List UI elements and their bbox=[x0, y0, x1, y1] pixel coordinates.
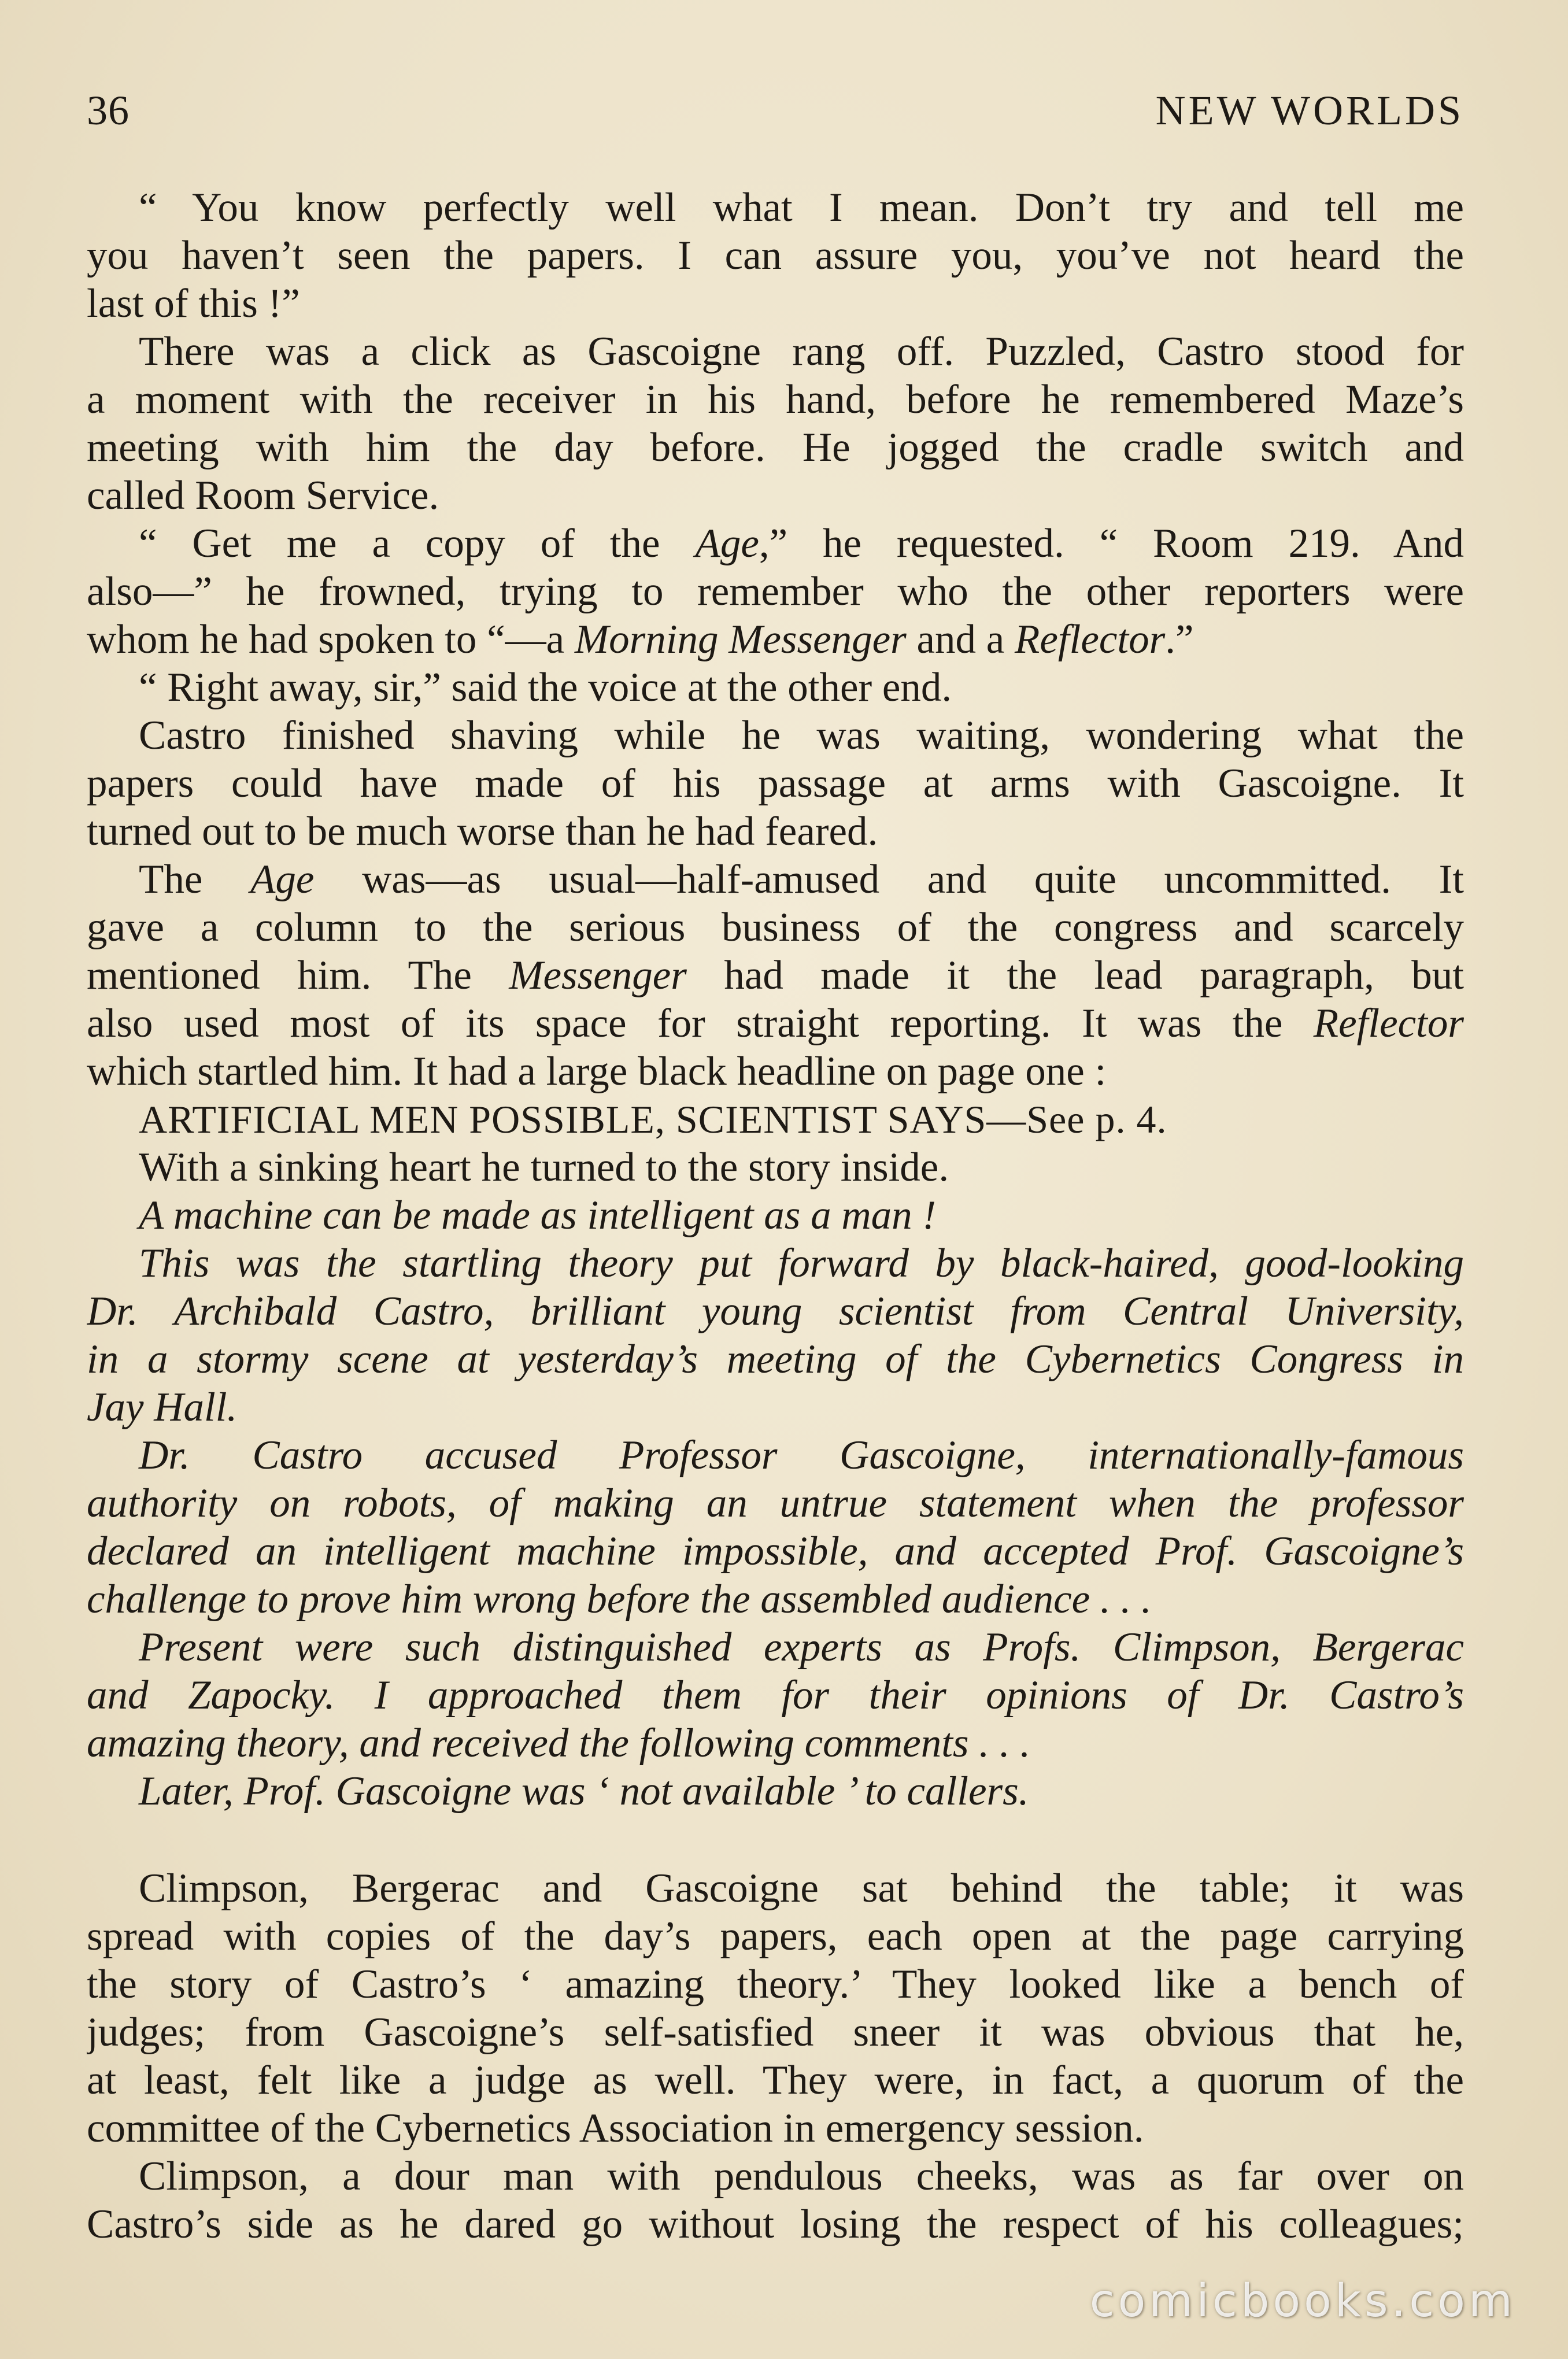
text-line: Climpson, a dour man with pendulous cheeks, was as far over on bbox=[139, 2154, 1464, 2199]
watermark: comicbooks.com bbox=[1089, 2275, 1516, 2327]
text-line bbox=[87, 616, 1464, 664]
section-break bbox=[87, 1816, 1464, 1865]
text-segment: also used most of its space for straight reporting. It was the bbox=[87, 1001, 1314, 1046]
text-line: Jay Hall. bbox=[87, 1385, 238, 1430]
text-line: papers could have made of his passage at arms with Gascoigne. It bbox=[87, 761, 1464, 806]
text-line: declared an intelligent machine impossible, and accepted Prof. Gascoigne’s bbox=[87, 1529, 1464, 1574]
text-line: Dr. Castro accused Professor Gascoigne, internationally-famous bbox=[139, 1433, 1464, 1478]
text-segment: whom he had spoken to “—a bbox=[87, 617, 575, 662]
text-line: judges; from Gascoigne’s self-satisfied sneer it was obvious that he, bbox=[87, 2010, 1464, 2055]
text-line: amazing theory, and received the following comments . . . bbox=[87, 1721, 1031, 1766]
text-line: you haven’t seen the papers. I can assure you, you’ve not heard the bbox=[87, 233, 1464, 278]
text-line: With a sinking heart he turned to the story inside. bbox=[139, 1145, 949, 1190]
italic-text: Morning Messenger bbox=[574, 617, 907, 662]
italic-text: Age bbox=[250, 857, 315, 902]
text-line: turned out to be much worse than he had feared. bbox=[87, 809, 878, 854]
text-line: Later, Prof. Gascoigne was ‘ not available ’ to callers. bbox=[139, 1769, 1029, 1814]
text-line: challenge to prove him wrong before the assembled audience . . . bbox=[87, 1577, 1152, 1622]
text-line: committee of the Cybernetics Association in emergency session. bbox=[87, 2106, 1144, 2151]
italic-text: Reflector bbox=[1313, 1001, 1464, 1046]
text-segment: was—as usual—half-amused and quite uncommitted. It bbox=[314, 857, 1464, 902]
text-line: which startled him. It had a large black headline on page one : bbox=[87, 1049, 1107, 1094]
text-line: in a stormy scene at yesterday’s meeting of the Cybernetics Congress in bbox=[87, 1337, 1464, 1382]
italic-text: Messenger bbox=[509, 953, 687, 998]
text-line bbox=[87, 952, 1464, 1000]
text-line: Climpson, Bergerac and Gascoigne sat behind the table; it was bbox=[139, 1866, 1464, 1911]
text-line: also—” he frowned, trying to remember who the other reporters were bbox=[87, 569, 1464, 614]
running-head: NEW WORLDS bbox=[1155, 87, 1464, 134]
text-line: ARTIFICIAL MEN POSSIBLE, SCIENTIST SAYS—See p. 4. bbox=[139, 1097, 1167, 1141]
text-line: the story of Castro’s ‘ amazing theory.’ They looked like a bench of bbox=[87, 1962, 1464, 2007]
text-line: There was a click as Gascoigne rang off. Puzzled, Castro stood for bbox=[139, 329, 1464, 374]
text-line: at least, felt like a judge as well. They were, in fact, a quorum of the bbox=[87, 2058, 1464, 2103]
text-line: and Zapocky. I approached them for their opinions of Dr. Castro’s bbox=[87, 1673, 1464, 1718]
text-line: Castro finished shaving while he was waiting, wondering what the bbox=[139, 713, 1464, 758]
text-segment: ,” he requested. “ Room 219. And bbox=[759, 521, 1464, 566]
text-line: authority on robots, of making an untrue statement when the professor bbox=[87, 1481, 1464, 1526]
story-text bbox=[87, 184, 1464, 2249]
text-line: Dr. Archibald Castro, brilliant young scientist from Central University, bbox=[87, 1289, 1464, 1334]
text-line bbox=[87, 520, 1464, 568]
text-segment: mentioned him. The bbox=[87, 953, 509, 998]
text-line: meeting with him the day before. He jogged the cradle switch and bbox=[87, 425, 1464, 470]
text-line: Castro’s side as he dared go without losing the respect of his colleagues; bbox=[87, 2202, 1464, 2247]
text-line: gave a column to the serious business of the congress and scarcely bbox=[87, 905, 1464, 950]
text-line bbox=[87, 856, 1464, 904]
text-line: spread with copies of the day’s papers, each open at the page carrying bbox=[87, 1914, 1464, 1959]
italic-text: Reflector bbox=[1015, 617, 1166, 662]
text-segment: The bbox=[139, 857, 251, 902]
text-line: “ Right away, sir,” said the voice at the other end. bbox=[139, 665, 952, 710]
italic-text: Age bbox=[695, 521, 759, 566]
text-line: Present were such distinguished experts as Profs. Climpson, Bergerac bbox=[139, 1625, 1464, 1670]
text-line bbox=[87, 1000, 1464, 1048]
text-line: A machine can be made as intelligent as a man ! bbox=[139, 1193, 936, 1238]
text-segment: had made it the lead paragraph, but bbox=[686, 953, 1464, 998]
text-line: a moment with the receiver in his hand, before he remembered Maze’s bbox=[87, 377, 1464, 422]
page-number: 36 bbox=[87, 87, 130, 134]
text-segment: “ Get me a copy of the bbox=[139, 521, 696, 566]
text-segment: and a bbox=[906, 617, 1015, 662]
text-line: called Room Service. bbox=[87, 473, 439, 518]
text-line: “ You know perfectly well what I mean. Don’t try and tell me bbox=[139, 185, 1464, 230]
text-line: last of this !” bbox=[87, 281, 300, 326]
page-header bbox=[87, 87, 1464, 150]
text-line: This was the startling theory put forward by black-haired, good-looking bbox=[139, 1241, 1464, 1286]
text-segment: .” bbox=[1165, 617, 1194, 662]
